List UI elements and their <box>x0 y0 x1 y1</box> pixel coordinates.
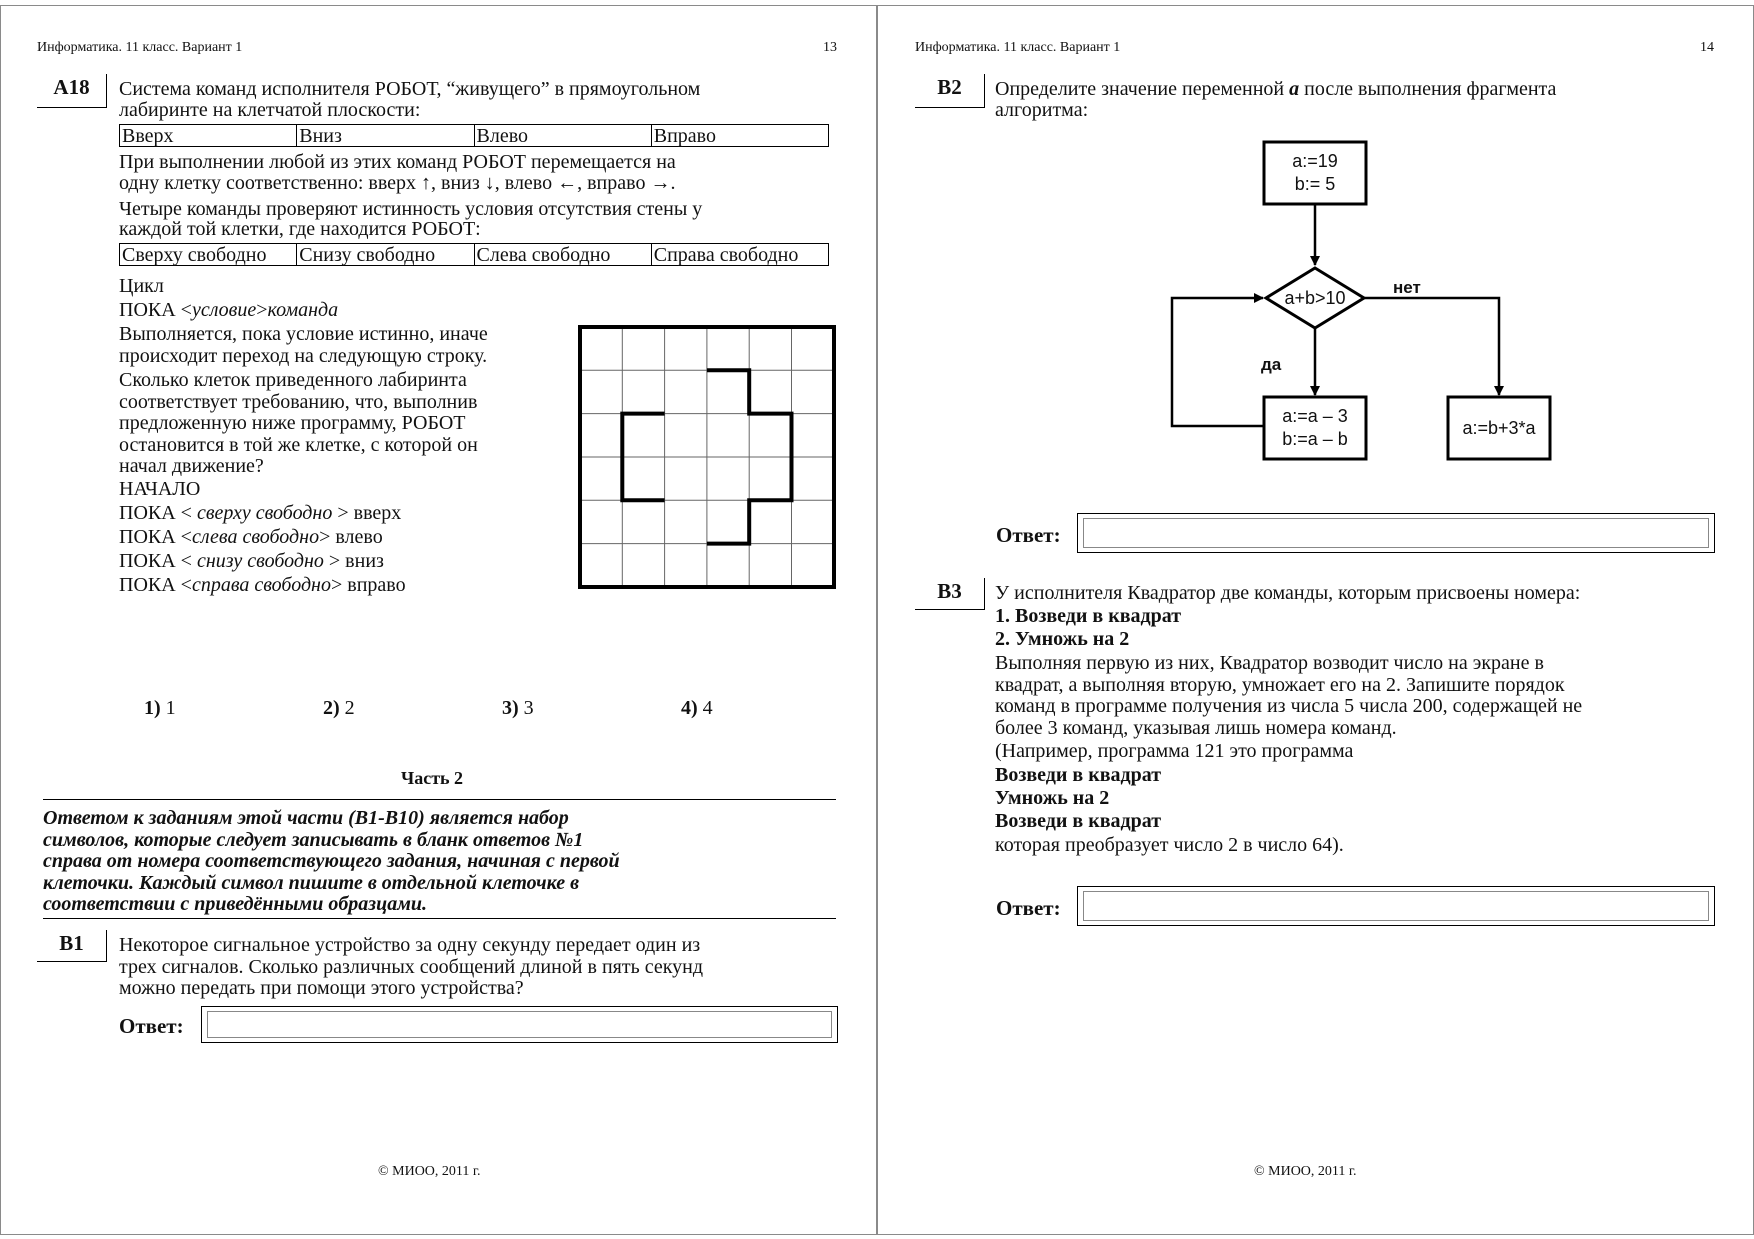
b3-answer-label: Ответ: <box>996 896 1061 920</box>
program-cond: справа свободно <box>191 574 331 596</box>
cond-cmd-right: Справа свободно <box>651 244 828 266</box>
init-line-2: b:= 5 <box>1294 174 1336 194</box>
cond-cmd-top: Сверху свободно <box>120 244 297 266</box>
instruction-line: символов, которые следует записывать в бланк ответов №1 <box>43 828 584 851</box>
variable-a: a <box>1289 78 1300 100</box>
b3-answer-field[interactable] <box>1077 886 1715 926</box>
part-2-title: Часть 2 <box>401 768 464 788</box>
a18-p2-line-1: При выполнении любой из этих команд РОБОТ перемещается на <box>119 151 676 173</box>
option-4[interactable] <box>681 698 713 720</box>
question-line: начал движение? <box>119 455 264 477</box>
question-line: соответствует требованию, что, выполнив <box>119 390 478 413</box>
a18-p3-line-1: Четыре команды проверяют истинность условия отсутствия стены у <box>119 198 703 220</box>
condition-text: a+b>10 <box>1284 288 1346 308</box>
instruction-line: Ответом к заданиям этой части (B1-B10) является набор <box>43 807 569 829</box>
b3-line-1: У исполнителя Квадратор две команды, которым присвоены номера: <box>995 582 1581 604</box>
option-1[interactable] <box>144 698 176 720</box>
option-number: 3) <box>502 697 519 719</box>
b1-text <box>119 935 839 1000</box>
labyrinth-grid <box>578 323 838 591</box>
loop-body-text <box>1264 405 1366 451</box>
program-cond: снизу свободно <box>196 550 324 572</box>
arrow-no <box>1364 298 1499 395</box>
b1-line: Некоторое сигнальное устройство за одну секунду передает один из <box>119 934 701 956</box>
body-line-1: a:=a – 3 <box>1282 406 1348 426</box>
instruction-line: соответствии с приведёнными образцами. <box>43 893 428 915</box>
while-command: команда <box>267 299 339 321</box>
option-number: 1) <box>144 697 161 719</box>
b2-text: Определите значение переменной <box>995 78 1290 100</box>
question-line: остановится в той же клетке, с которой он <box>119 433 478 456</box>
task-label-b1: B1 <box>37 930 107 962</box>
move-commands-table <box>119 124 829 147</box>
program-post: > вверх <box>332 502 402 524</box>
program-pre: ПОКА < <box>119 526 192 548</box>
question-line: предложенную ниже программу, РОБОТ <box>119 412 466 434</box>
cond-cmd-left: Слева свободно <box>474 244 651 266</box>
cond-cmd-bottom: Снизу свободно <box>297 244 474 266</box>
program-pre: ПОКА < <box>119 550 197 572</box>
program-line-2 <box>119 527 383 549</box>
move-cmd-right: Вправо <box>651 125 828 147</box>
label-no: нет <box>1393 278 1421 297</box>
b2-text: после выполнения фрагмента <box>1299 78 1557 100</box>
while-syntax <box>119 300 338 322</box>
program-pre: ПОКА < <box>119 502 197 524</box>
option-2[interactable] <box>323 698 355 720</box>
part-2-instructions <box>43 808 836 916</box>
b1-answer-label: Ответ: <box>119 1014 184 1038</box>
option-value: 2 <box>344 697 355 719</box>
init-block-text <box>1264 150 1366 196</box>
b3-closing: которая преобразует число 2 в число 64). <box>995 834 1344 856</box>
body-line-2: b:=a – b <box>1282 429 1348 449</box>
page-number: 14 <box>1700 40 1714 55</box>
move-cmd-down: Вниз <box>297 125 474 147</box>
option-3[interactable] <box>502 698 534 720</box>
a18-line-2: лабиринте на клетчатой плоскости: <box>119 99 421 121</box>
option-value: 4 <box>702 697 713 719</box>
b3-example-step-1: Возведи в квадрат <box>995 764 1162 786</box>
program-line-4 <box>119 575 406 597</box>
b3-command-2: 2. Умножь на 2 <box>995 628 1130 650</box>
instruction-line: клеточки. Каждый символ пишите в отдельной клеточке в <box>43 871 580 894</box>
page-footer: © МИОО, 2011 г. <box>378 1164 481 1179</box>
init-line-1: a:=19 <box>1292 151 1338 171</box>
a18-line-1: Система команд исполнителя РОБОТ, “живущего” в прямоугольном <box>119 78 701 100</box>
b1-line: трех сигналов. Сколько различных сообщений длиной в пять секунд <box>119 955 704 978</box>
option-value: 1 <box>165 697 176 719</box>
instruction-line: справа от номера соответствующего задания, начиная с первой <box>43 850 620 872</box>
a18-p3-line-2: каждой той клетки, где находится РОБОТ: <box>119 218 481 240</box>
while-condition: условие <box>191 299 257 321</box>
b3-body-line: команд в программе получения из числа 5 числа 200, содержащей не <box>995 695 1583 717</box>
while-mid: > <box>256 299 268 321</box>
task-label-b3: B3 <box>915 578 985 610</box>
program-post: > влево <box>319 526 383 548</box>
a18-p2-line-2: одну клетку соответственно: вверх ↑, вниз ↓, влево ←, вправо →. <box>119 172 676 194</box>
label-yes: да <box>1261 355 1282 374</box>
program-pre: ПОКА < <box>119 574 192 596</box>
part-2-rule-bottom <box>43 918 836 919</box>
program-start: НАЧАЛО <box>119 478 201 500</box>
page-header: Информатика. 11 класс. Вариант 1 <box>37 40 243 55</box>
program-cond: сверху свободно <box>196 502 333 524</box>
b2-line-2: алгоритма: <box>995 99 1089 121</box>
b1-line: можно передать при помощи этого устройства? <box>119 977 524 999</box>
page-number: 13 <box>823 40 837 55</box>
left-page <box>0 5 877 1235</box>
program-cond: слева свободно <box>191 526 320 548</box>
b3-body-line: квадрат, а выполняя вторую, умножает его на 2. Запишите порядок <box>995 673 1565 696</box>
page-header: Информатика. 11 класс. Вариант 1 <box>915 40 1121 55</box>
output-text: a:=b+3*a <box>1462 418 1536 438</box>
b3-body <box>995 653 1715 739</box>
b2-answer-field[interactable] <box>1077 513 1715 553</box>
program-line-1 <box>119 503 401 525</box>
condition-commands-table <box>119 243 829 266</box>
b1-answer-field[interactable] <box>201 1006 838 1043</box>
question-line: происходит переход на следующую строку. <box>119 344 488 367</box>
option-value: 3 <box>523 697 534 719</box>
b3-example: (Например, программа 121 это программа <box>995 740 1354 762</box>
page-footer: © МИОО, 2011 г. <box>1254 1164 1357 1179</box>
move-cmd-left: Влево <box>474 125 651 147</box>
program-post: > вправо <box>330 574 406 596</box>
task-label-b2: B2 <box>915 74 985 108</box>
b3-body-line: более 3 команд, указывая лишь номера команд. <box>995 716 1397 739</box>
while-prefix: ПОКА < <box>119 299 192 321</box>
program-post: > вниз <box>323 550 384 572</box>
option-number: 4) <box>681 697 698 719</box>
part-2-rule-top <box>43 799 836 800</box>
option-number: 2) <box>323 697 340 719</box>
program-line-3 <box>119 551 384 573</box>
a18-question <box>119 324 574 478</box>
b2-answer-label: Ответ: <box>996 523 1061 547</box>
question-line: Выполняется, пока условие истинно, иначе <box>119 323 488 345</box>
b3-example-step-2: Умножь на 2 <box>995 787 1110 809</box>
move-cmd-up: Вверх <box>120 125 297 147</box>
task-label-a18: A18 <box>37 74 107 108</box>
cycle-label: Цикл <box>119 275 164 297</box>
arrow-loop-back <box>1172 298 1264 426</box>
b3-command-1: 1. Возведи в квадрат <box>995 605 1182 627</box>
b3-body-line: Выполняя первую из них, Квадратор возводит число на экране в <box>995 652 1544 674</box>
right-page <box>877 5 1754 1235</box>
question-line: Сколько клеток приведенного лабиринта <box>119 369 467 391</box>
b3-example-step-3: Возведи в квадрат <box>995 810 1162 832</box>
